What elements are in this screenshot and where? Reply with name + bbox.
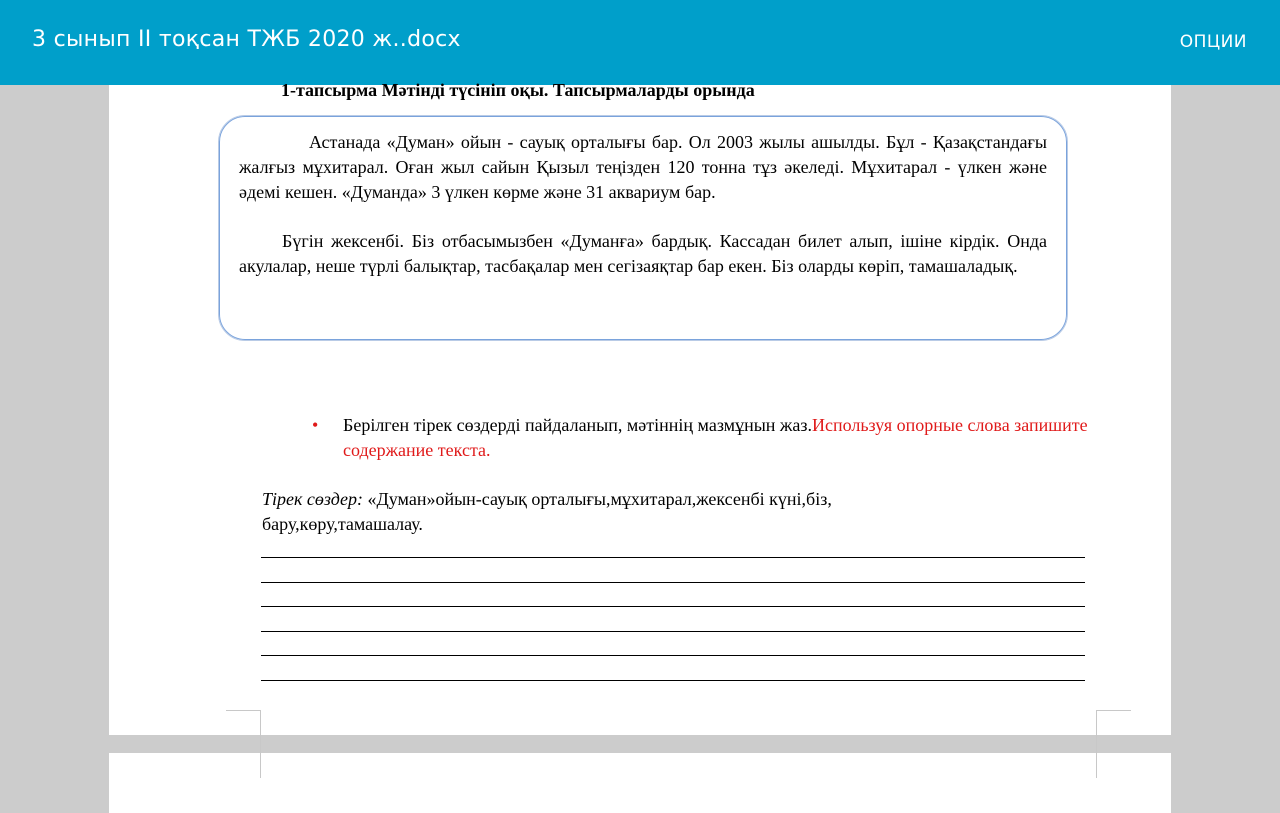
writing-line (261, 680, 1085, 681)
writing-line (261, 606, 1085, 607)
page-margin-corner-left (226, 710, 261, 778)
support-words (262, 487, 962, 537)
writing-line (261, 655, 1085, 656)
instruction-kz: Берілген тірек сөздерді пайдаланып, мәтіннің мазмұнын жаз. (343, 415, 812, 435)
instruction-ru: Используя опорные слова запишите содержание текста. (343, 415, 1088, 460)
page-margin-corner-right (1096, 710, 1131, 778)
bullet-icon: • (312, 415, 319, 435)
top-app-bar (0, 0, 1280, 85)
writing-line (261, 631, 1085, 632)
options-button[interactable]: ОПЦИИ (1179, 32, 1247, 52)
writing-line (261, 557, 1085, 558)
document-page-next (109, 753, 1171, 813)
instruction-text (343, 413, 1088, 463)
task-heading: 1-тапсырма Мәтінді түсініп оқы. Тапсырмаларды орында (281, 80, 755, 100)
passage-paragraph-2: Бүгін жексенбі. Біз отбасымызбен «Думанға» бардық. Кассадан билет алып, ішіне кірдік. Онда акулалар, неше түрлі балықтар, тасбақалар мен сегізаяқтар бар екен. Біз оларды көріп, тамашаладық. (239, 231, 1047, 276)
support-words-text: «Думан»ойын-сауық орталығы,мұхитарал,жексенбі күні,біз, бару,көру,тамашалау. (262, 489, 832, 534)
writing-line (261, 582, 1085, 583)
support-words-label: Тірек сөздер: (262, 489, 364, 509)
document-title: 3 сынып II тоқсан ТЖБ 2020 ж..docx (32, 27, 461, 52)
passage-paragraph-1: Астанада «Думан» ойын - сауық орталығы бар. Ол 2003 жылы ашылды. Бұл - Қазақстандағы жалғыз мұхитарал. Оған жыл сайын Қызыл теңізден 120 тонна тұз әкеледі. Мұхитарал - үлкен және әдемі кешен. «Думанда» 3 үлкен көрме және 31 аквариум бар. (239, 132, 1047, 202)
